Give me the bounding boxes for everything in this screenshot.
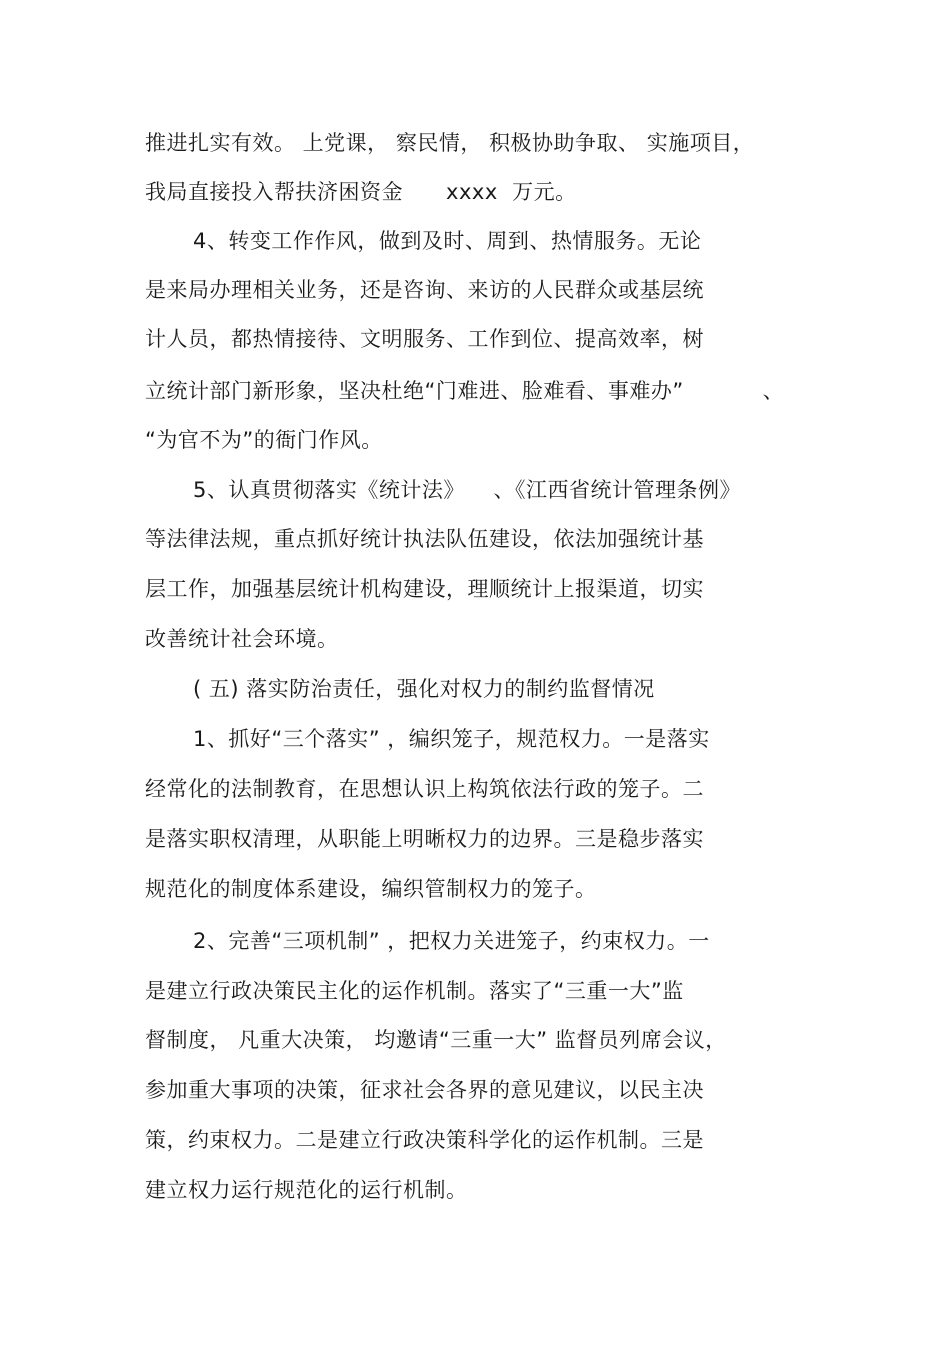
paragraph-start-line: 5、认真贯彻落实《统计法》 、《江西省统计管理条例》 [193, 478, 742, 502]
text-line: 立统计部门新形象，坚决杜绝“门难进、脸难看、事难办” 、 [145, 379, 785, 403]
text-line: 计人员，都热情接待、文明服务、工作到位、提高效率，树 [145, 327, 704, 351]
text-line: 是来局办理相关业务，还是咨询、来访的人民群众或基层统 [145, 278, 704, 302]
text-line: “为官不为”的衙门作风。 [145, 428, 383, 452]
text-line: 推进扎实有效。 上党课， 察民情， 积极协助争取、 实施项目， [145, 131, 755, 155]
paragraph-start-line: 1、抓好“三个落实” ，编织笼子，规范权力。一是落实 [193, 727, 710, 751]
text-line: 等法律法规，重点抓好统计执法队伍建设，依法加强统计基 [145, 527, 704, 551]
text-line: 建立权力运行规范化的运行机制。 [145, 1178, 468, 1202]
paragraph-start-line: 4、转变工作作风，做到及时、周到、热情服务。无论 [193, 229, 702, 253]
section-heading: ( 五) 落实防治责任，强化对权力的制约监督情况 [193, 677, 655, 701]
text-line: 我局直接投入帮扶济困资金 xxxx 万元。 [145, 180, 577, 204]
text-line: 改善统计社会环境。 [145, 627, 339, 651]
text-line: 规范化的制度体系建设，编织管制权力的笼子。 [145, 877, 597, 901]
text-line: 策，约束权力。二是建立行政决策科学化的运作机制。三是 [145, 1128, 704, 1152]
text-line: 层工作，加强基层统计机构建设，理顺统计上报渠道，切实 [145, 577, 704, 601]
text-line: 经常化的法制教育，在思想认识上构筑依法行政的笼子。二 [145, 777, 704, 801]
text-line: 督制度， 凡重大决策， 均邀请“三重一大” 监督员列席会议， [145, 1028, 727, 1052]
text-line: 参加重大事项的决策，征求社会各界的意见建议，以民主决 [145, 1078, 704, 1102]
text-line: 是落实职权清理，从职能上明晰权力的边界。三是稳步落实 [145, 827, 704, 851]
text-line: 是建立行政决策民主化的运作机制。落实了“三重一大”监 [145, 979, 684, 1003]
paragraph-start-line: 2、完善“三项机制” ，把权力关进笼子，约束权力。一 [193, 929, 710, 953]
